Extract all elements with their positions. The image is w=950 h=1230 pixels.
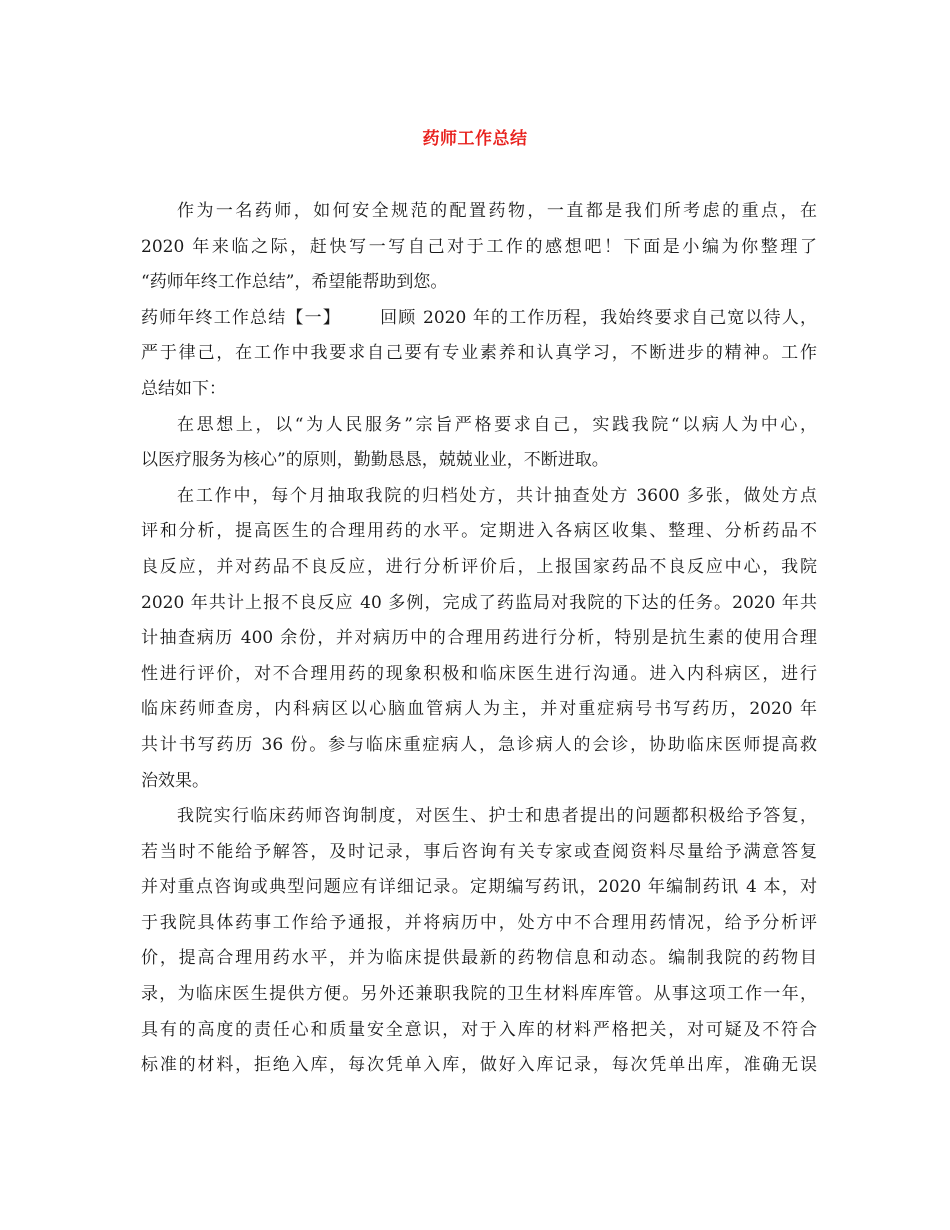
paragraph-line: 标准的材料，拒绝入库，每次凭单入库，做好入库记录，每次凭单出库，准确无误 bbox=[141, 1055, 817, 1076]
paragraph-line: 录，为临床医生提供方便。另外还兼职我院的卫生材料库库管。从事这项工作一年， bbox=[141, 984, 817, 1005]
section-heading: 药师年终工作总结【一】 bbox=[141, 307, 341, 328]
paragraph-line: 总结如下： bbox=[141, 378, 226, 399]
paragraph-line: 2020 年来临之际，赶快写一写自己对于工作的感想吧！下面是小编为你整理了 bbox=[141, 236, 817, 257]
paragraph-line: 严于律己，在工作中我要求自己要有专业素养和认真学习，不断进步的精神。工作 bbox=[141, 343, 817, 364]
section-line bbox=[141, 301, 817, 337]
paragraph-line: 若当时不能给予解答，及时记录，事后咨询有关专家或查阅资料尽量给予满意答复 bbox=[141, 841, 817, 862]
paragraph-line: 我院实行临床药师咨询制度，对医生、护士和患者提出的问题都积极给予答复， bbox=[177, 806, 817, 827]
paragraph-text: 回顾 2020 年的工作历程，我始终要求自己宽以待人， bbox=[378, 307, 817, 328]
paragraph-line: 价，提高合理用药水平，并为临床提供最新的药物信息和动态。编制我院的药物目 bbox=[141, 948, 817, 969]
paragraph-line: 作为一名药师，如何安全规范的配置药物，一直都是我们所考虑的重点，在 bbox=[177, 201, 817, 221]
paragraph-line: 以医疗服务为核心”的原则，勤勤恳恳，兢兢业业，不断进取。 bbox=[141, 450, 609, 471]
paragraph-line: 治效果。 bbox=[141, 770, 209, 791]
paragraph-line: 具有的高度的责任心和质量安全意识，对于入库的材料严格把关，对可疑及不符合 bbox=[141, 1019, 817, 1040]
paragraph-line: 2020 年共计上报不良反应 40 多例，完成了药监局对我院的下达的任务。2020 年共 bbox=[141, 592, 817, 613]
paragraph-line: 共计书写药历 36 份。参与临床重症病人，急诊病人的会诊，协助临床医师提高救 bbox=[141, 734, 817, 755]
document-title: 药师工作总结 bbox=[422, 129, 528, 149]
paragraph-line: 计抽查病历 400 余份，并对病历中的合理用药进行分析，特别是抗生素的使用合理 bbox=[141, 628, 817, 649]
paragraph-line: 在工作中，每个月抽取我院的归档处方，共计抽查处方 3600 多张，做处方点 bbox=[177, 485, 817, 506]
paragraph-line: “药师年终工作总结”，希望能帮助到您。 bbox=[141, 272, 448, 293]
paragraph-line: 临床药师查房，内科病区以心脑血管病人为主，并对重症病号书写药历，2020 年 bbox=[141, 699, 817, 720]
paragraph-line: 性进行评价，对不合理用药的现象积极和临床医生进行沟通。进入内科病区，进行 bbox=[141, 663, 817, 684]
paragraph-line: 评和分析，提高医生的合理用药的水平。定期进入各病区收集、整理、分析药品不 bbox=[141, 521, 817, 542]
paragraph-line: 良反应，并对药品不良反应，进行分析评价后，上报国家药品不良反应中心，我院 bbox=[141, 556, 817, 577]
document-body bbox=[141, 194, 817, 1084]
paragraph-line: 在思想上，以“为人民服务”宗旨严格要求自己，实践我院“以病人为中心， bbox=[177, 414, 817, 435]
paragraph-line: 并对重点咨询或典型问题应有详细记录。定期编写药讯，2020 年编制药讯 4 本，对 bbox=[141, 877, 817, 898]
paragraph-line: 于我院具体药事工作给予通报，并将病历中，处方中不合理用药情况，给予分析评 bbox=[141, 912, 817, 933]
